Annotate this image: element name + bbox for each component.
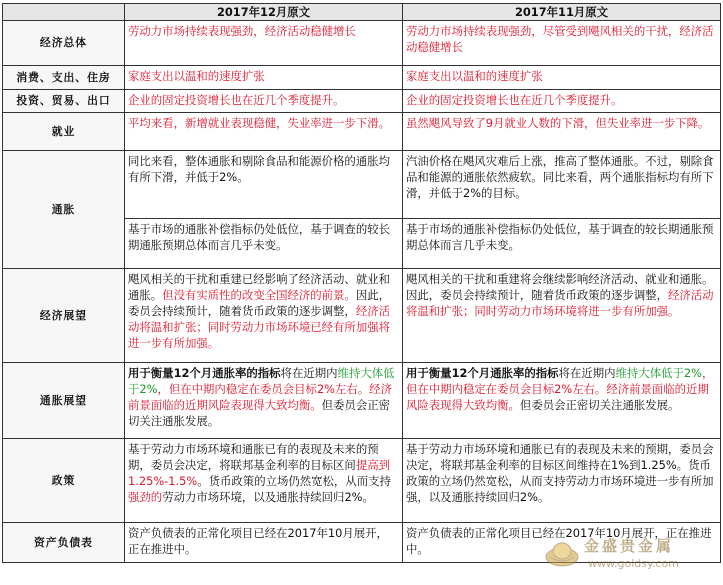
inflation-dec-b: 基于市场的通胀补偿指标仍处低位，基于调查的较长期通胀预期总体而言几乎未变。 xyxy=(125,219,403,269)
investment-nov: 企业的固定投资增长也在近几个季度提升。 xyxy=(403,90,721,113)
row-label-inflation: 通胀 xyxy=(3,151,125,269)
policy-dec-text-4: 强劲的 xyxy=(128,490,163,504)
inflation-dec-a: 同比来看，整体通胀和剔除食品和能源价格的通胀均有所下滑，并低于2%。 xyxy=(125,151,403,219)
row-employment xyxy=(3,113,721,151)
inflation-outlook-nov-green: 维持大体低于2% xyxy=(615,366,702,380)
row-label-outlook: 经济展望 xyxy=(3,269,125,363)
row-label-policy: 政策 xyxy=(3,439,125,523)
corner-cell xyxy=(3,4,125,21)
row-inflation-a xyxy=(3,151,721,219)
investment-dec: 企业的固定投资增长也在近几个季度提升。 xyxy=(125,90,403,113)
inflation-outlook-nov xyxy=(403,363,721,439)
inflation-outlook-dec-text-1: 将在近期内 xyxy=(280,366,338,380)
inflation-outlook-dec-green: 维持大体低于2% xyxy=(128,366,395,396)
header-dec: 2017年12月原文 xyxy=(125,4,403,21)
inflation-outlook-nov-bold: 用于衡量12个月通胀率的指标 xyxy=(406,366,559,380)
policy-dec-text-3: 。货币政策的立场仍然宽松，从而支持 xyxy=(197,474,391,488)
row-label-inflation-outlook: 通胀展望 xyxy=(3,363,125,439)
row-inflation-outlook xyxy=(3,363,721,439)
outlook-dec-text-4: 经济活动将温和扩张；同时劳动力市场环境已经有所加强将进一步有所加强。 xyxy=(128,304,391,350)
policy-dec-text-1: 基于劳动力市场环境和通胀已有的表现及未来的预期，委员会决定，将联邦基金利率的目标区间 xyxy=(128,442,379,472)
balance-sheet-nov: 资产负债表的正常化项目已经在2017年10月展开，正在推进中。 xyxy=(403,523,721,563)
outlook-dec xyxy=(125,269,403,363)
outlook-dec-text-2: 但没有实质性的改变全国经济的前景。 xyxy=(162,288,356,302)
employment-dec: 平均来看，新增就业表现稳健，失业率进一步下滑。 xyxy=(125,113,403,151)
consumption-nov: 家庭支出以温和的速度扩张 xyxy=(403,66,721,90)
inflation-nov-b: 基于市场的通胀补偿指标仍处低位，基于调查的较长期通胀预期总体而言几乎未变。 xyxy=(403,219,721,269)
employment-nov: 虽然飓风导致了9月就业人数的下滑，但失业率进一步下降。 xyxy=(403,113,721,151)
inflation-outlook-nov-text-1: 将在近期内 xyxy=(558,366,616,380)
row-outlook xyxy=(3,269,721,363)
fomc-comparison-table xyxy=(2,3,721,563)
inflation-outlook-dec-bold: 用于衡量12个月通胀率的指标 xyxy=(128,366,281,380)
outlook-nov xyxy=(403,269,721,363)
outlook-dec-text-1: 飓风相关的干扰和重建已经影响了经济活动、就业和通胀。 xyxy=(128,272,390,302)
row-investment xyxy=(3,90,721,113)
economy-nov: 劳动力市场持续表现强劲，尽管受到飓风相关的干扰，经济活动稳健增长 xyxy=(403,21,721,66)
policy-nov: 基于劳动力市场环境和通胀已有的表现及未来的预期，委员会决定，将联邦基金利率的目标区间维持在1%到1.25%。货币政策的立场仍然宽松，从而支持劳动力市场环境进一步有所加强，以及通胀持续回归2%。 xyxy=(403,439,721,523)
economy-dec: 劳动力市场持续表现强劲，经济活动稳健增长 xyxy=(125,21,403,66)
outlook-dec-text-3: 因此，委员会持续预计，随着货币政策的逐步调整， xyxy=(128,288,391,318)
row-label-employment: 就业 xyxy=(3,113,125,151)
watermark-brand: 金盛贵金属 xyxy=(584,537,675,555)
inflation-outlook-dec xyxy=(125,363,403,439)
row-economy xyxy=(3,21,721,66)
policy-dec xyxy=(125,439,403,523)
outlook-nov-text-1: 飓风相关的干扰和重建将会继续影响经济活动、就业和通胀。因此，委员会持续预计，随着货币政策的逐步调整， xyxy=(406,272,714,302)
consumption-dec: 家庭支出以温和的速度扩张 xyxy=(125,66,403,90)
inflation-outlook-nov-text-3: 但委员会正密切关注通胀发展。 xyxy=(519,398,680,412)
row-label-balance-sheet: 资产负债表 xyxy=(3,523,125,563)
inflation-outlook-dec-text-2: ，但在中期内稳定在委员会目标2%左右。经济前景面临的近期风险表现得大致均衡。 xyxy=(128,382,392,412)
row-policy xyxy=(3,439,721,523)
header-row xyxy=(3,4,721,21)
row-label-economy: 经济总体 xyxy=(3,21,125,66)
row-label-consumption: 消费、支出、住房 xyxy=(3,66,125,90)
policy-dec-text-5: 劳动力市场环境，以及通胀持续回归2%。 xyxy=(162,490,374,504)
inflation-nov-a: 汽油价格在飓风灾难后上涨，推高了整体通胀。不过，剔除食品和能源的通胀依然疲软。同比来看，两个通胀指标均有所下滑，并低于2%的目标。 xyxy=(403,151,721,219)
outlook-nov-text-2: 经济活动将温和扩张；同时劳动力市场环境将进一步有所加强。 xyxy=(406,288,714,318)
balance-sheet-dec: 资产负债表的正常化项目已经在2017年10月展开，正在推进中。 xyxy=(125,523,403,563)
header-nov: 2017年11月原文 xyxy=(403,4,721,21)
inflation-outlook-nov-text-2: ，但在中期内稳定在委员会目标2%左右。经济前景面临的近期风险表现得大致均衡。 xyxy=(406,366,714,412)
row-balance-sheet xyxy=(3,523,721,563)
row-consumption xyxy=(3,66,721,90)
inflation-outlook-dec-text-3: 但委员会正密切关注通胀发展。 xyxy=(128,398,391,428)
policy-dec-text-2: 提高到1.25%-1.5% xyxy=(128,458,391,488)
watermark-url: www.goldsy.com xyxy=(588,557,679,570)
row-label-investment: 投资、贸易、出口 xyxy=(3,90,125,113)
